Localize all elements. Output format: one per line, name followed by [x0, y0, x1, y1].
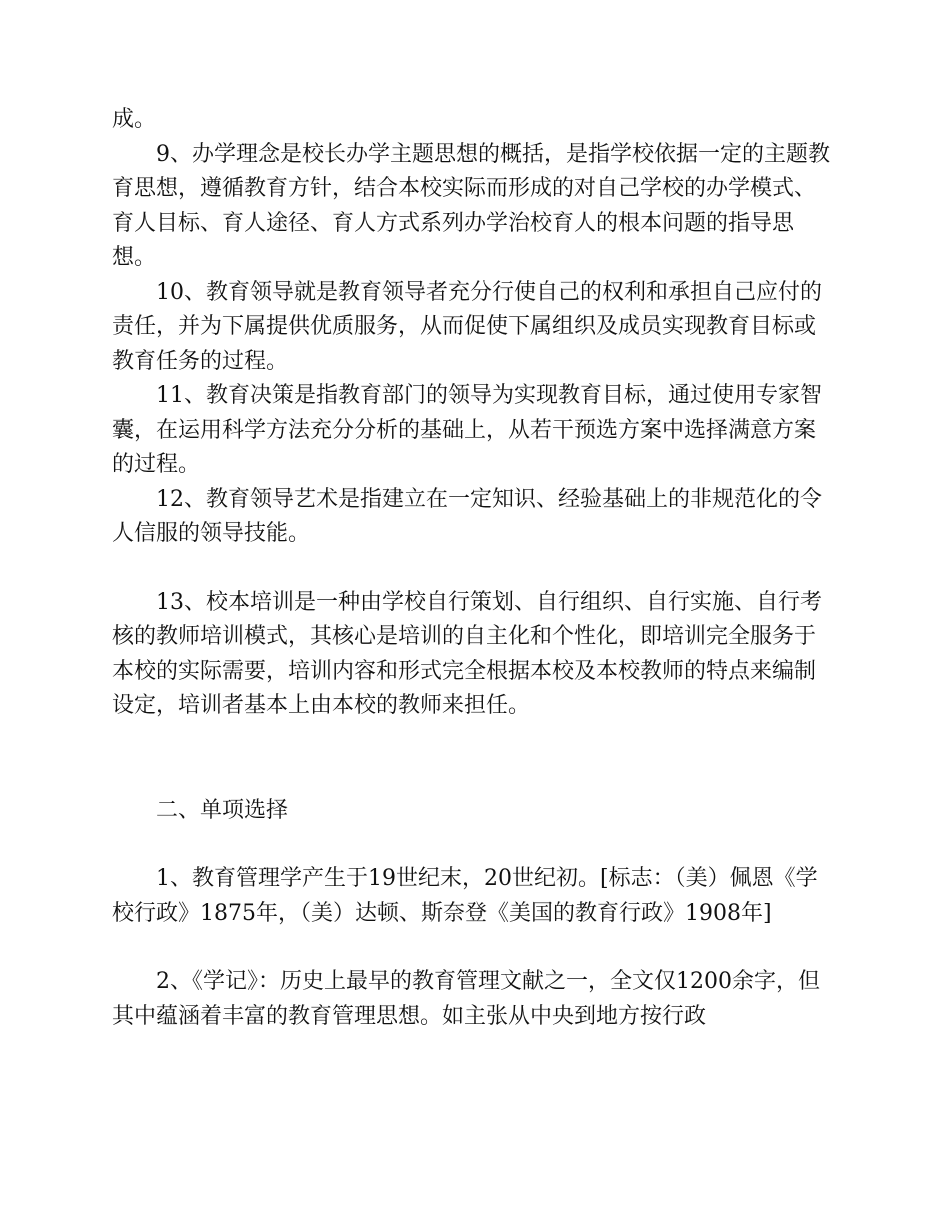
- paragraph-choice-1: 1、教育管理学产生于19世纪末，20世纪初。[标志：（美）佩恩《学校行政》1875年，（美）达顿、斯奈登《美国的教育行政》1908年]: [112, 866, 818, 926]
- paragraph-item-11: 11、教育决策是指教育部门的领导为实现教育目标，通过使用专家智囊，在运用科学方法充分分析的基础上，从若干预选方案中选择满意方案的过程。: [112, 383, 822, 477]
- spacer: [112, 931, 832, 965]
- paragraph-item-9: 9、办学理念是校长办学主题思想的概括，是指学校依据一定的主题教育思想，遵循教育方针，结合本校实际而形成的对自己学校的办学模式、育人目标、育人途径、育人方式系列办学治校育人的根本问题的指导思想。: [112, 141, 830, 270]
- spacer: [112, 552, 832, 586]
- paragraph-item-13: 13、校本培训是一种由学校自行策划、自行组织、自行实施、自行考核的教师培训模式，其核心是培训的自主化和个性化，即培训完全服务于本校的实际需要，培训内容和形式完全根据本校及本校教师的特点来编制设定，培训者基本上由本校的教师来担任。: [112, 589, 822, 718]
- document-body: [112, 103, 832, 1034]
- paragraph-choice-2: 2、《学记》：历史上最早的教育管理文献之一，全文仅1200余字，但其中蕴涵着丰富的教育管理思想。如主张从中央到地方按行政: [112, 969, 820, 1029]
- spacer: [112, 724, 832, 794]
- section-heading: 二、单项选择: [156, 797, 289, 823]
- paragraph-continued: 成。: [112, 107, 157, 132]
- paragraph-item-12: 12、教育领导艺术是指建立在一定知识、经验基础上的非规范化的令人信服的领导技能。: [112, 486, 822, 546]
- paragraph-item-10: 10、教育领导就是教育领导者充分行使自己的权利和承担自己应付的责任，并为下属提供优质服务，从而促使下属组织及成员实现教育目标或教育任务的过程。: [112, 279, 822, 374]
- spacer: [112, 828, 832, 862]
